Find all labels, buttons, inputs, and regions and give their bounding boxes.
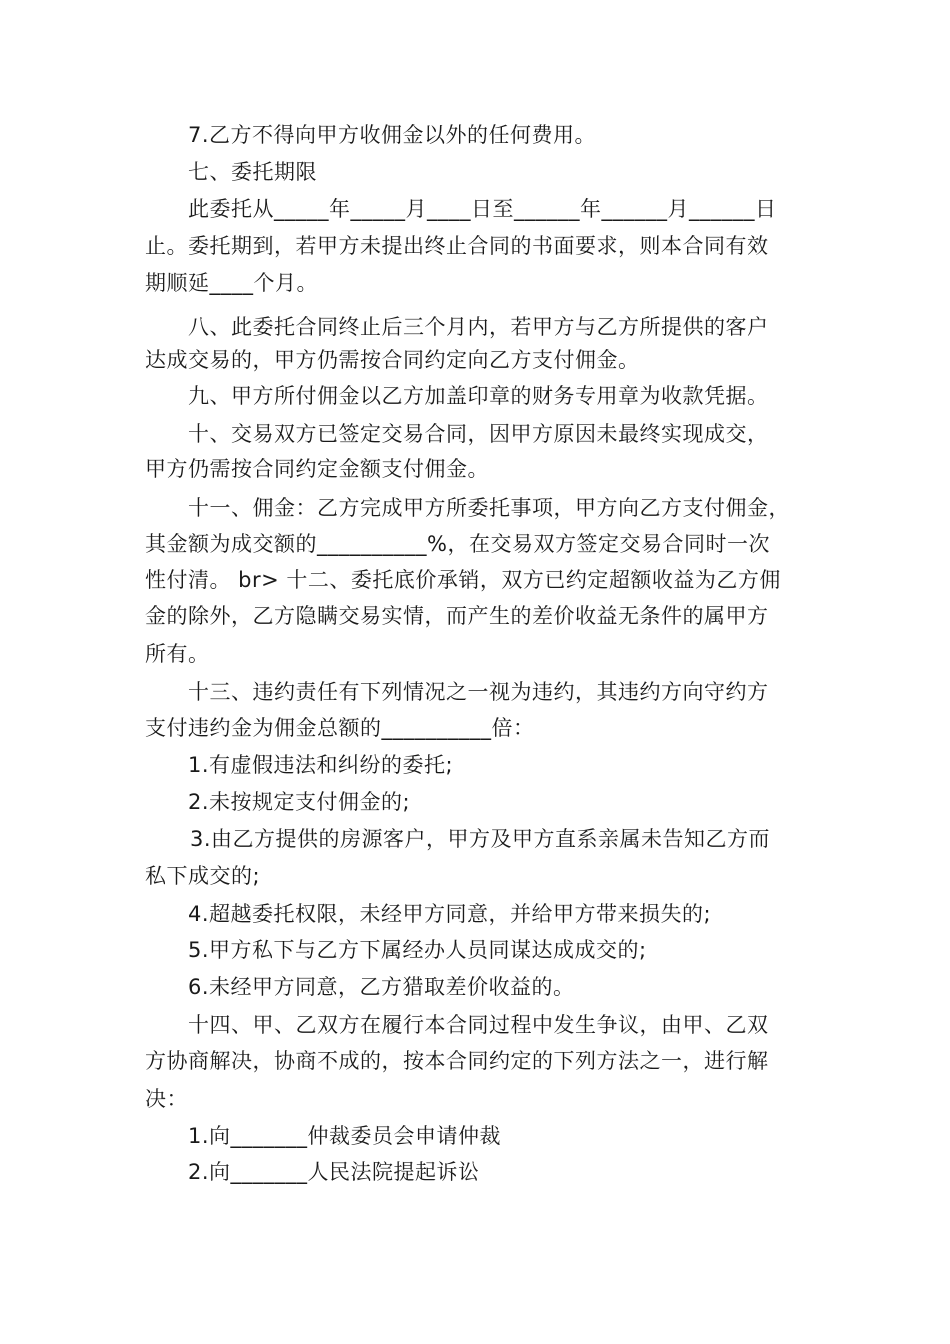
term-period-line-2: 止。委托期到，若甲方未提出终止合同的书面要求，则本合同有效: [145, 234, 769, 258]
section-10-line-1: 十、交易双方已签定交易合同，因甲方原因未最终实现成交，: [188, 422, 769, 446]
section-9-text: 九、甲方所付佣金以乙方加盖印章的财务专用章为收款凭据。: [188, 384, 769, 408]
section-11-line-2: 其金额为成交额的__________%，在交易双方签定交易合同时一次: [145, 532, 770, 556]
section-7-heading: 七、委托期限: [188, 160, 317, 184]
breach-item-3-line-2: 私下成交的;: [145, 864, 261, 888]
breach-item-3-line-1: 3.由乙方提供的房源客户，甲方及甲方直系亲属未告知乙方而: [190, 827, 771, 851]
term-period-line-1: 此委托从_____年_____月____日至______年______月______日: [188, 197, 777, 221]
clause-7-text: 7.乙方不得向甲方收佣金以外的任何费用。: [188, 123, 597, 147]
section-11-line-1: 十一、佣金：乙方完成甲方所委托事项，甲方向乙方支付佣金，: [188, 496, 790, 520]
breach-item-5: 5.甲方私下与乙方下属经办人员同谋达成成交的;: [188, 938, 647, 962]
term-period-line-3: 期顺延____个月。: [145, 271, 318, 295]
section-14-line-3: 决：: [145, 1087, 188, 1111]
section-8-line-2: 达成交易的，甲方仍需按合同约定向乙方支付佣金。: [145, 348, 640, 372]
dispute-option-1: 1.向_______仲裁委员会申请仲裁: [188, 1124, 502, 1148]
breach-item-6: 6.未经甲方同意，乙方猎取差价收益的。: [188, 975, 575, 999]
breach-item-2: 2.未按规定支付佣金的;: [188, 790, 411, 814]
section-8-line-1: 八、此委托合同终止后三个月内，若甲方与乙方所提供的客户: [188, 315, 769, 339]
section-11-line-3: 性付清。 br> 十二、委托底价承销，双方已约定超额收益为乙方佣: [145, 568, 781, 592]
breach-item-4: 4.超越委托权限，未经甲方同意，并给甲方带来损失的;: [188, 902, 712, 926]
section-12-line-2: 金的除外，乙方隐瞒交易实情，而产生的差价收益无条件的属甲方: [145, 604, 769, 628]
dispute-option-2: 2.向_______人民法院提起诉讼: [188, 1160, 480, 1184]
section-10-line-2: 甲方仍需按合同约定金额支付佣金。: [145, 457, 489, 481]
section-13-line-2: 支付违约金为佣金总额的__________倍：: [145, 716, 535, 740]
section-14-line-2: 方协商解决，协商不成的，按本合同约定的下列方法之一，进行解: [145, 1049, 769, 1073]
section-13-line-1: 十三、违约责任有下列情况之一视为违约，其违约方向守约方: [188, 680, 769, 704]
breach-item-1: 1.有虚假违法和纠纷的委托;: [188, 753, 454, 777]
section-12-line-3: 所有。: [145, 642, 210, 666]
section-14-line-1: 十四、甲、乙双方在履行本合同过程中发生争议，由甲、乙双: [188, 1013, 769, 1037]
